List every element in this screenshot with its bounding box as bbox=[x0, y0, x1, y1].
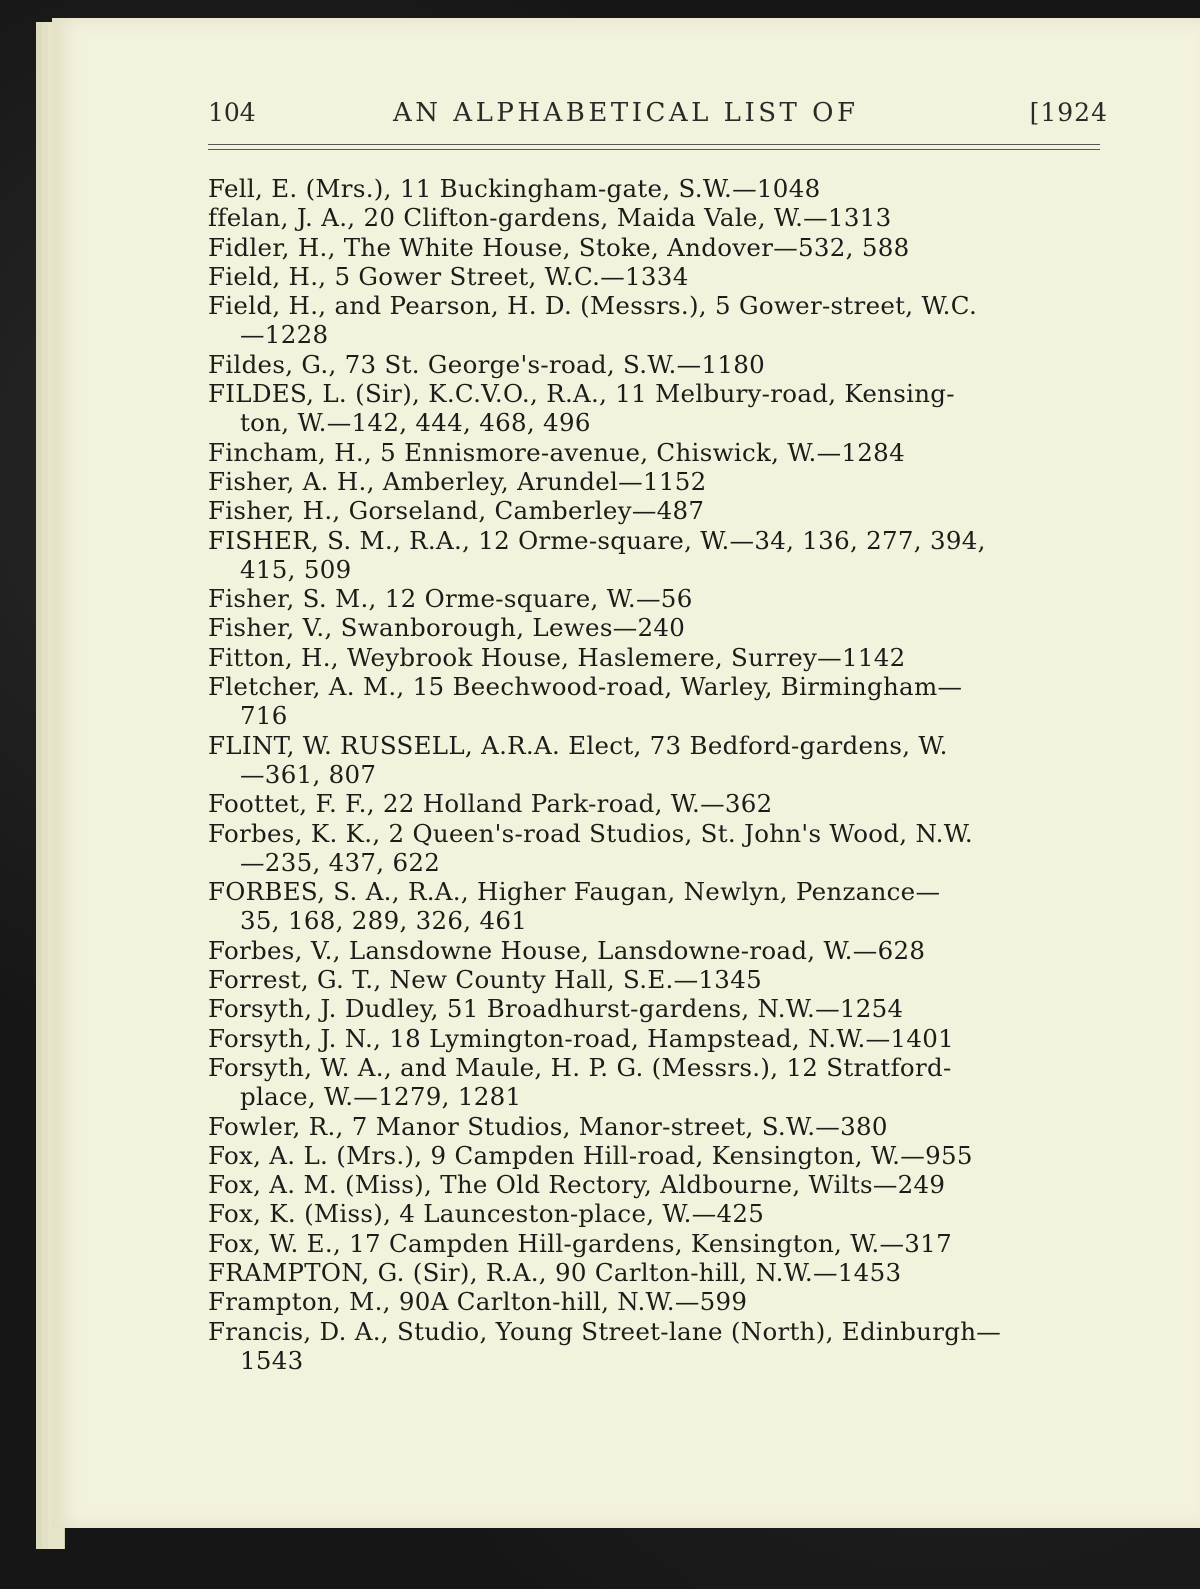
entry-line: Fidler, H., The White House, Stoke, Andover—532, 588 bbox=[208, 232, 910, 262]
directory-entry bbox=[208, 203, 1128, 232]
directory-entry bbox=[208, 467, 1128, 496]
directory-entry bbox=[208, 1141, 1128, 1170]
directory-entry bbox=[208, 994, 1128, 1023]
directory-entry bbox=[208, 584, 1128, 613]
directory-entry bbox=[208, 233, 1128, 262]
entry-continuation: 415, 509 bbox=[240, 554, 352, 584]
page-number: 104 bbox=[208, 98, 256, 127]
running-title: AN ALPHABETICAL LIST OF bbox=[393, 98, 859, 128]
entry-continuation: —1228 bbox=[240, 320, 329, 350]
entry-line: FRAMPTON, G. (Sir), R.A., 90 Carlton-hill, N.W.—1453 bbox=[208, 1257, 902, 1287]
entry-line: Frampton, M., 90A Carlton-hill, N.W.—599 bbox=[208, 1287, 748, 1317]
directory-entry bbox=[208, 936, 1128, 965]
entry-continuation: 35, 168, 289, 326, 461 bbox=[240, 906, 528, 936]
directory-entry bbox=[208, 1317, 1128, 1376]
directory-entry bbox=[208, 379, 1128, 438]
entry-continuation: —235, 437, 622 bbox=[240, 847, 441, 877]
directory-entry bbox=[208, 965, 1128, 994]
directory-entry bbox=[208, 262, 1128, 291]
running-year: [1924 bbox=[1029, 98, 1108, 127]
entry-line: Fletcher, A. M., 15 Beechwood-road, Warley, Birmingham— bbox=[208, 672, 963, 702]
directory-entry bbox=[208, 731, 1128, 790]
entry-line: Forsyth, J. N., 18 Lymington-road, Hampstead, N.W.—1401 bbox=[208, 1023, 954, 1053]
directory-entry bbox=[208, 496, 1128, 525]
entry-line: Fisher, S. M., 12 Orme-square, W.—56 bbox=[208, 584, 693, 614]
directory-entry bbox=[208, 789, 1128, 818]
directory-entry bbox=[208, 438, 1128, 467]
directory-entry bbox=[208, 1258, 1128, 1287]
directory-entry bbox=[208, 350, 1128, 379]
entry-continuation: —361, 807 bbox=[240, 759, 377, 789]
entry-continuation: ton, W.—142, 444, 468, 496 bbox=[240, 408, 591, 438]
directory-entry bbox=[208, 1170, 1128, 1199]
entry-line: Fisher, V., Swanborough, Lewes—240 bbox=[208, 613, 686, 643]
entry-line: Fox, A. M. (Miss), The Old Rectory, Aldbourne, Wilts—249 bbox=[208, 1170, 946, 1200]
directory-entry bbox=[208, 1024, 1128, 1053]
directory-entry bbox=[208, 291, 1128, 350]
directory-entry bbox=[208, 672, 1128, 731]
directory-entry bbox=[208, 1229, 1128, 1258]
directory-entry bbox=[208, 1112, 1128, 1141]
entry-line: Forbes, V., Lansdowne House, Lansdowne-road, W.—628 bbox=[208, 935, 926, 965]
entry-line: Fisher, H., Gorseland, Camberley—487 bbox=[208, 496, 705, 526]
entry-line: Fitton, H., Weybrook House, Haslemere, Surrey—1142 bbox=[208, 642, 906, 672]
directory-entry bbox=[208, 1287, 1128, 1316]
entry-line: ffelan, J. A., 20 Clifton-gardens, Maida Vale, W.—1313 bbox=[208, 203, 892, 233]
entry-line: Forbes, K. K., 2 Queen's-road Studios, St. John's Wood, N.W. bbox=[208, 818, 974, 848]
entry-line: FILDES, L. (Sir), K.C.V.O., R.A., 11 Melbury-road, Kensing- bbox=[208, 379, 955, 409]
entry-line: Forsyth, W. A., and Maule, H. P. G. (Messrs.), 12 Stratford- bbox=[208, 1052, 952, 1082]
entry-line: Foottet, F. F., 22 Holland Park-road, W.—362 bbox=[208, 789, 773, 819]
entry-line: Fildes, G., 73 St. George's-road, S.W.—1180 bbox=[208, 349, 765, 379]
header-rule bbox=[208, 144, 1100, 145]
entry-line: Fox, W. E., 17 Campden Hill-gardens, Kensington, W.—317 bbox=[208, 1228, 952, 1258]
entry-line: Forsyth, J. Dudley, 51 Broadhurst-gardens, N.W.—1254 bbox=[208, 994, 904, 1024]
entry-continuation: 1543 bbox=[240, 1345, 304, 1375]
entry-line: Fowler, R., 7 Manor Studios, Manor-street, S.W.—380 bbox=[208, 1111, 888, 1141]
entry-continuation: place, W.—1279, 1281 bbox=[240, 1082, 522, 1112]
entry-line: Field, H., and Pearson, H. D. (Messrs.), 5 Gower-street, W.C. bbox=[208, 291, 978, 321]
directory-entry bbox=[208, 643, 1128, 672]
entry-line: Field, H., 5 Gower Street, W.C.—1334 bbox=[208, 261, 689, 291]
directory-entry bbox=[208, 613, 1128, 642]
entry-line: Fincham, H., 5 Ennismore-avenue, Chiswick, W.—1284 bbox=[208, 437, 905, 467]
entry-line: Fox, A. L. (Mrs.), 9 Campden Hill-road, Kensington, W.—955 bbox=[208, 1140, 973, 1170]
entry-line: Francis, D. A., Studio, Young Street-lane (North), Edinburgh— bbox=[208, 1316, 1002, 1346]
directory-entry bbox=[208, 526, 1128, 585]
entry-line: Forrest, G. T., New County Hall, S.E.—1345 bbox=[208, 965, 762, 995]
entry-line: FORBES, S. A., R.A., Higher Faugan, Newlyn, Penzance— bbox=[208, 877, 941, 907]
directory-entry bbox=[208, 1199, 1128, 1228]
entry-continuation: 716 bbox=[240, 701, 288, 731]
directory-entry bbox=[208, 877, 1128, 936]
entry-line: FISHER, S. M., R.A., 12 Orme-square, W.—34, 136, 277, 394, bbox=[208, 525, 986, 555]
entry-line: Fox, K. (Miss), 4 Launceston-place, W.—425 bbox=[208, 1199, 765, 1229]
entry-line: FLINT, W. RUSSELL, A.R.A. Elect, 73 Bedford-gardens, W. bbox=[208, 730, 948, 760]
directory-entry bbox=[208, 174, 1128, 203]
header-rule bbox=[208, 149, 1100, 150]
running-header bbox=[208, 98, 1108, 138]
directory-entry bbox=[208, 1053, 1128, 1112]
directory-entry bbox=[208, 819, 1128, 878]
entry-line: Fell, E. (Mrs.), 11 Buckingham-gate, S.W.—1048 bbox=[208, 174, 821, 203]
directory-list bbox=[208, 174, 1128, 1375]
entry-line: Fisher, A. H., Amberley, Arundel—1152 bbox=[208, 466, 707, 496]
